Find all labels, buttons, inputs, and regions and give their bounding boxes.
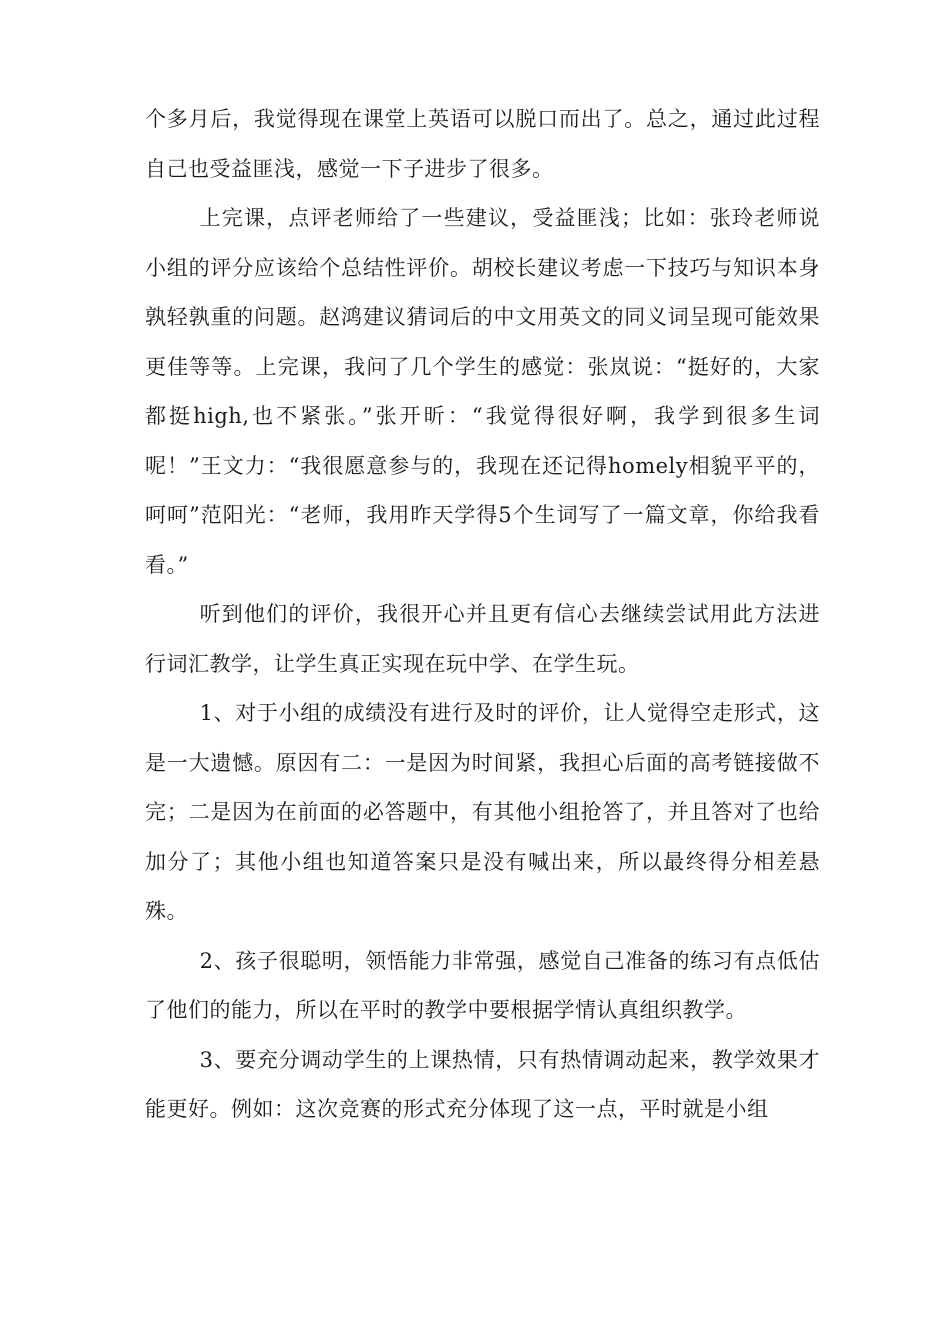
paragraph-feedback: 上完课，点评老师给了一些建议，受益匪浅；比如：张玲老师说小组的评分应该给个总结性评价。胡校长建议考虑一下技巧与知识本身孰轻孰重的问题。赵鸿建议猜词后的中文用英文的同义词呈现可能效果更佳等等。上完课，我问了几个学生的感觉：张岚说：“挺好的，大家都挺high,也不紧张。”张开昕：“我觉得很好啊，我学到很多生词呢！”王文力：“我很愿意参与的，我现在还记得homely相貌平平的，呵呵”范阳光：“老师，我用昨天学得5个生词写了一篇文章，你给我看看。” [145,206,820,577]
paragraph-point-1: 1、对于小组的成绩没有进行及时的评价，让人觉得空走形式，这是一大遗憾。原因有二：一是因为时间紧，我担心后面的高考链接做不完；二是因为在前面的必答题中，有其他小组抢答了，并且答对了也给加分了；其他小组也知道答案只是没有喊出来，所以最终得分相差悬殊。 [145,701,820,923]
paragraph-point-2: 2、孩子很聪明，领悟能力非常强，感觉自己准备的练习有点低估了他们的能力，所以在平时的教学中要根据学情认真组织教学。 [145,948,820,1022]
paragraph-continuation: 个多月后，我觉得现在课堂上英语可以脱口而出了。总之，通过此过程自己也受益匪浅，感觉一下子进步了很多。 [145,107,820,181]
paragraph-point-3: 3、要充分调动学生的上课热情，只有热情调动起来，教学效果才能更好。例如：这次竞赛的形式充分体现了这一点，平时就是小组 [145,1047,820,1121]
body-text [145,95,820,1135]
paragraph-reflection: 听到他们的评价，我很开心并且更有信心去继续尝试用此方法进行词汇教学，让学生真正实现在玩中学、在学生玩。 [145,602,820,676]
